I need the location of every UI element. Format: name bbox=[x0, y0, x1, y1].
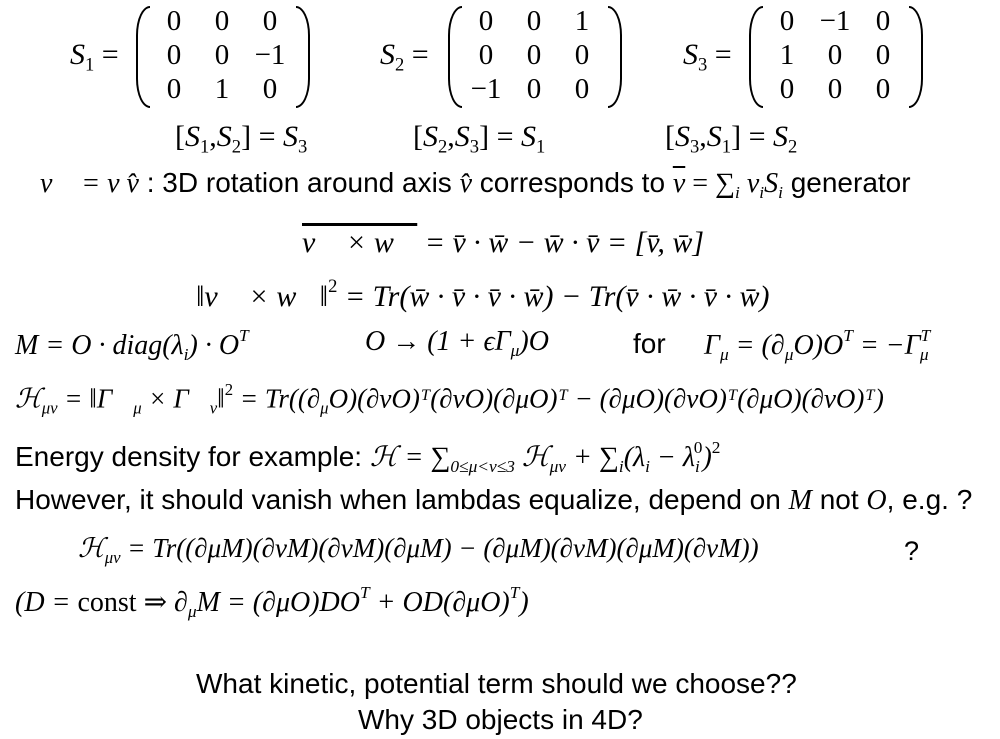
commutator-2: $[S_2,S_3] = S_1$ bbox=[413, 120, 546, 158]
energy-density-line: Energy density for example: ℋ = $\sum_{0\le\mu<\nu\le 3}$ ℋ$_{\mu\nu}$ + $\sum_i(\lambda_i - \lambda_i^0)^2$ bbox=[15, 438, 721, 477]
commutator-1: $[S_1,S_2] = S_3$ bbox=[175, 120, 308, 158]
matrix-entries: 0 0 0 0 0 −1 0 1 0 bbox=[166, 5, 286, 105]
question-mark: ? bbox=[904, 536, 920, 566]
matrix-entries: 0 −1 0 1 0 0 0 0 0 bbox=[779, 5, 891, 105]
cross-product-identity: v⃗ × w⃗ = v̄ · w̄ − w̄ · v̄ = [v̄, w̄] bbox=[302, 226, 705, 259]
gamma-definition: $\Gamma_\mu = (\partial_\mu O)O^T = -\Gamma^T_\mu$ bbox=[704, 326, 931, 365]
matrix-s1 bbox=[70, 4, 320, 110]
matrix-s3 bbox=[683, 4, 933, 110]
d-constant-line: (D = const ⇒ $\partial_\mu M = (\partial\mu O)DO^T + OD(\partial\mu O)^T$) bbox=[15, 583, 529, 622]
matrix-entries: 0 0 1 0 0 0 −1 0 0 bbox=[470, 5, 590, 105]
right-paren bbox=[909, 6, 923, 108]
rotation-line: v⃗ = v v̂ : 3D rotation around axis v̂ corresponds to $\overline{v} = \sum_i$ $v_iS_i$ generator bbox=[40, 167, 911, 203]
left-paren bbox=[136, 6, 150, 108]
right-paren bbox=[608, 6, 622, 108]
matrix-label: $S_2$ = bbox=[380, 38, 429, 76]
hamiltonian-definition: ℋ$_{\mu\nu}$ = $‖\Gamma⃗_\mu$ × $\Gamma⃗_\nu‖^2$ = $Tr((\partial_\mu O)(\partial\nu O)ᵀ(\partial\nu O)(\partial\mu O)ᵀ$ − (∂μO)(∂νO)ᵀ(∂μO)(∂νO)ᵀ) bbox=[15, 380, 884, 418]
perturbation-line: $O \to (1 + \epsilon\Gamma_\mu)O$ bbox=[365, 326, 549, 361]
matrix-label: $S_3$ = bbox=[683, 38, 732, 76]
left-paren bbox=[448, 6, 462, 108]
left-paren bbox=[749, 6, 763, 108]
hamiltonian-m: ℋ$_{\mu\nu}$ = Tr((∂μM)(∂νM)(∂νM)(∂μM) − (∂μM)(∂νM)(∂μM)(∂νM)) bbox=[78, 533, 759, 567]
however-line: However, it should vanish when lambdas equalize, depend on M not O, e.g. ? bbox=[15, 484, 973, 516]
commutator-3: $[S_3,S_1] = S_2$ bbox=[665, 120, 798, 158]
matrix-label: $S_1$ = bbox=[70, 38, 119, 76]
decomposition-line: $M = O \cdot diag(\lambda_i) \cdot O^T$ bbox=[15, 326, 249, 365]
question-3d-in-4d: Why 3D objects in 4D? bbox=[358, 704, 643, 735]
question-kinetic: What kinetic, potential term should we choose?? bbox=[196, 668, 797, 699]
right-paren bbox=[296, 6, 310, 108]
for-label: for bbox=[633, 328, 666, 359]
matrix-s2 bbox=[380, 4, 630, 110]
norm-identity: ‖v⃗ × w⃗‖$^2$ = Tr(w̄ · v̄ · v̄ · w̄) − Tr(v̄ · w̄ · v̄ · w̄) bbox=[196, 276, 770, 313]
